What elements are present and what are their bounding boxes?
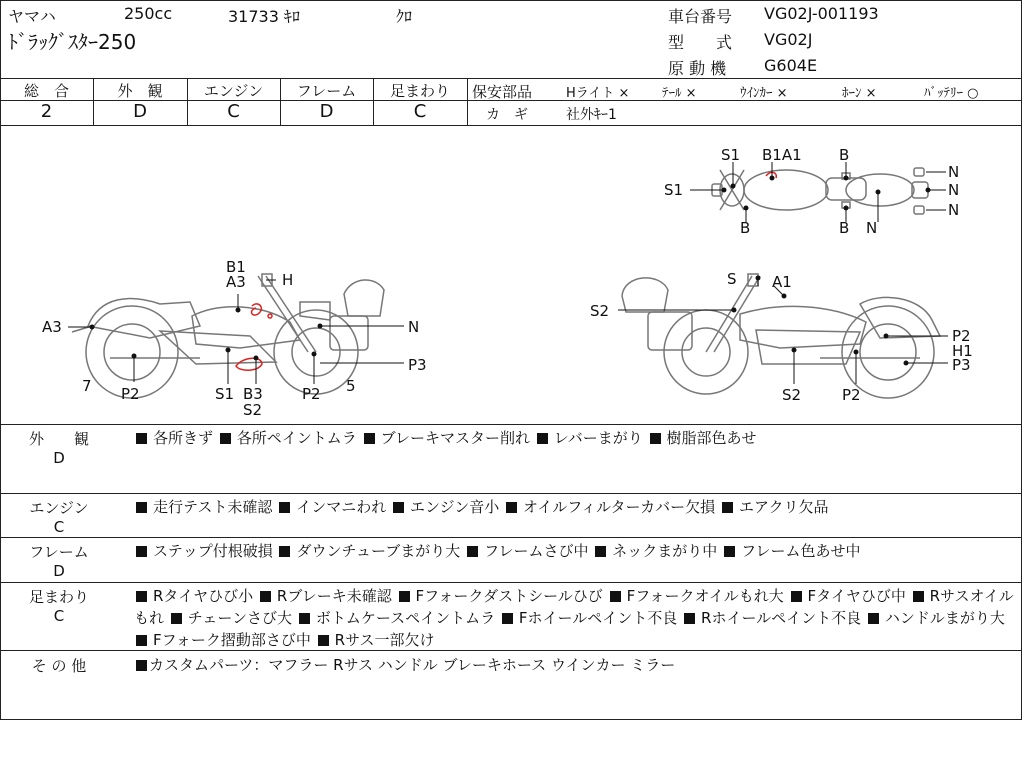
diagram-label: H1 <box>952 342 973 360</box>
divider <box>0 582 1022 583</box>
safety-horn: ﾎｰﾝ × <box>842 86 877 101</box>
diagram-label: N <box>866 219 878 237</box>
diagram-label: P2 <box>302 385 321 403</box>
grade-exterior-value: D <box>133 101 147 122</box>
safety-parts-label: 保安部品 <box>472 83 533 101</box>
diagram-label: B <box>839 219 850 237</box>
diagram-label: N <box>948 181 960 199</box>
type-value: VG02J <box>764 30 813 49</box>
diagram-label: P3 <box>952 356 971 374</box>
grade-suspension-label: 足まわり <box>389 82 450 100</box>
engine-value: G604E <box>764 56 818 75</box>
maker: ヤマハ <box>8 7 56 26</box>
model-name: ﾄﾞﾗｯｸﾞｽﾀｰ250 <box>8 30 137 54</box>
diagram-label: B1A1 <box>762 146 802 164</box>
diagram-label: 7 <box>82 377 92 395</box>
leader-lines <box>68 162 948 384</box>
divider <box>0 424 1022 425</box>
grade-frame-label: フレーム <box>296 82 357 100</box>
mileage: 31733 ｷﾛ <box>228 7 300 26</box>
divider <box>0 493 1022 494</box>
diagram-label: A3 <box>42 318 62 336</box>
grade-frame-value: D <box>319 101 334 122</box>
grade-engine-value: C <box>227 101 240 122</box>
color: ｸﾛ <box>396 7 413 26</box>
grade-suspension-value: C <box>413 101 427 122</box>
grade-exterior-label: 外 観 <box>117 82 163 100</box>
section-suspension-notes: Rタイヤひび小 Rブレーキ未確認 Fフォークダストシールひび Fフォークオイルもれ大 Fタイヤひび中 Rサスオイルもれ チェーンさび大 ボトムケースペイントムラ Fホイールペイント不良 Rホイールペイント不良 ハンドルまがり大 Fフォーク摺動部さび中 Rサス一部欠け <box>134 587 1014 649</box>
key-label: カ ギ <box>486 107 528 123</box>
diagram-label: H <box>282 271 294 289</box>
grade-total-value: 2 <box>40 101 53 122</box>
diagram-label: S1 <box>215 385 235 403</box>
diagram-label: A3 <box>226 273 246 291</box>
section-suspension-grade: C <box>53 607 65 625</box>
type-label: 型 式 <box>668 33 733 52</box>
key-value: 社外ｷｰ1 <box>566 107 617 123</box>
grade-engine-label: エンジン <box>203 82 264 100</box>
diagram-label: P2 <box>121 385 140 403</box>
section-engine-label: エンジン <box>29 499 89 517</box>
diagram-label: S1 <box>664 181 684 199</box>
diagram-label: S2 <box>782 386 802 404</box>
diagram-label: S <box>727 270 737 288</box>
motorcycle-diagram <box>0 126 1022 424</box>
diagram-label: 5 <box>346 377 356 395</box>
diagram-label: N <box>948 163 960 181</box>
section-frame-notes: ステップ付根破損 ダウンチューブまがり大 フレームさび中 ネックまがり中 フレーム色あせ中 <box>134 540 1014 562</box>
grade-total-label: 総 合 <box>23 82 69 100</box>
diagram-label: S2 <box>590 302 610 320</box>
frame-no: VG02J-001193 <box>764 4 879 23</box>
divider <box>0 537 1022 538</box>
section-exterior-label: 外 観 <box>28 430 89 448</box>
diagram-label: S1 <box>721 146 741 164</box>
diagram-label: A1 <box>772 273 792 291</box>
diagram-label: S2 <box>243 401 263 419</box>
diagram-label: B1 <box>226 258 246 276</box>
diagram-label: P2 <box>842 386 861 404</box>
diagram-label: B3 <box>243 385 263 403</box>
diagram-label: P3 <box>408 356 427 374</box>
diagram-label: N <box>408 318 420 336</box>
diagram-label: B <box>839 146 850 164</box>
safety-headlight: Hライト × <box>566 86 630 101</box>
divider <box>467 78 468 125</box>
section-other-notes: カスタムパーツ：マフラー Rサス ハンドル ブレーキホース ウインカー ミラー <box>134 654 1014 676</box>
safety-winker: ｳｲﾝｶｰ × <box>740 86 788 101</box>
displacement: 250cc <box>124 4 173 23</box>
section-engine-notes: 走行テスト未確認 インマニわれ エンジン音小 オイルフィルターカバー欠損 エアクリ欠品 <box>134 496 1014 518</box>
marker-dots <box>90 176 931 366</box>
section-engine-grade: C <box>53 518 65 536</box>
section-exterior-grade: D <box>53 449 65 467</box>
diagram-label: N <box>948 201 960 219</box>
safety-taillight: ﾃｰﾙ × <box>662 86 697 101</box>
section-frame-label: フレーム <box>29 543 89 561</box>
engine-label: 原 動 機 <box>668 59 727 78</box>
frame-no-label: 車台番号 <box>668 7 733 26</box>
damage-marks <box>236 172 776 370</box>
section-exterior-notes: 各所きず 各所ペイントムラ ブレーキマスター削れ レバーまがり 樹脂部色あせ <box>134 427 1014 449</box>
section-frame-grade: D <box>53 562 65 580</box>
section-suspension-label: 足まわり <box>28 588 89 606</box>
safety-battery: ﾊﾞｯﾃﾘｰ ○ <box>924 86 979 101</box>
diagram-label: B <box>740 219 751 237</box>
section-other-label: そ の 他 <box>31 657 87 675</box>
diagram-label: P2 <box>952 327 971 345</box>
divider <box>0 78 1022 79</box>
